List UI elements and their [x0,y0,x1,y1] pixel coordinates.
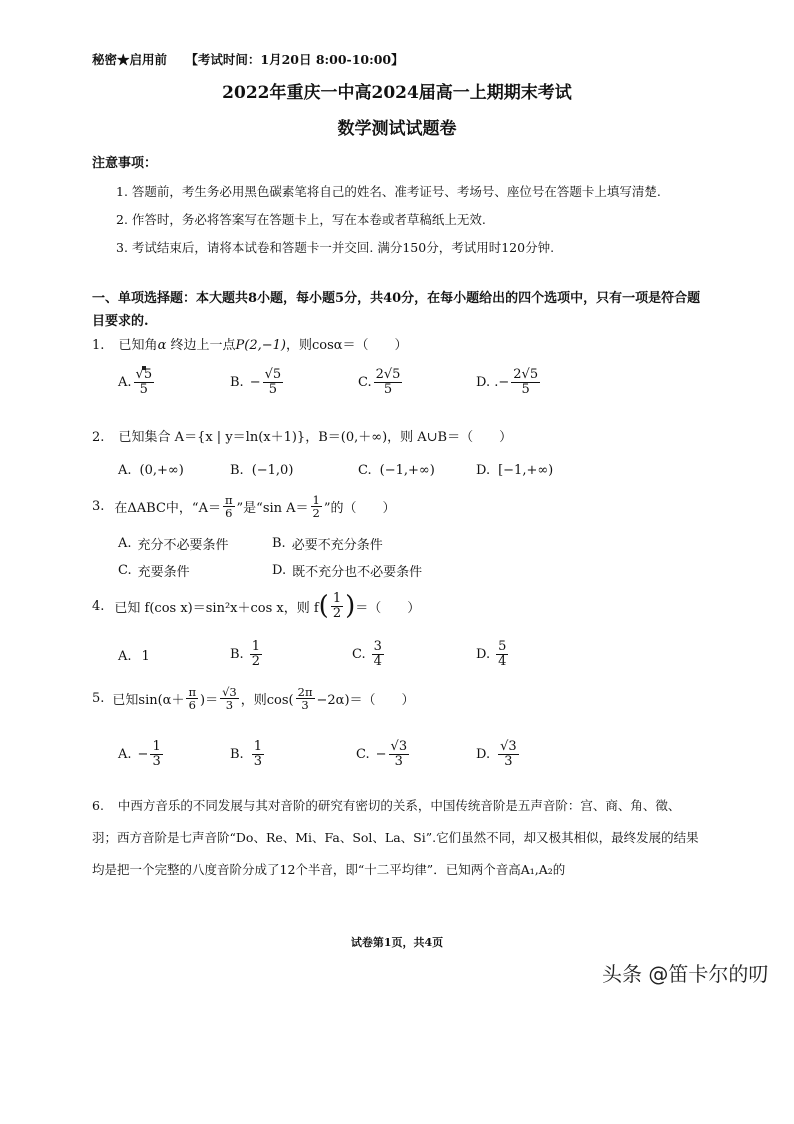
fraction: $\frac{√5}{5}$ [135,367,153,397]
option-b[interactable]: B. (−1,0) [230,463,294,478]
exam-subtitle: 数学测试试题卷 [337,119,457,139]
option-c[interactable]: C. − $\frac{√3}{3}$ [356,739,408,769]
fraction: $\frac{\pi}{6}$ [188,685,197,713]
notes-heading: 注意事项： [92,156,158,171]
note-item: 1. 答题前，考生务必用黑色碳素笔将自己的姓名、准考证号、考场号、座位号在答题卡上填写清楚. [116,184,661,199]
option-d[interactable]: D. $\frac{√3}{3}$ [476,739,517,769]
page-footer: 试卷第1页，共4页 [350,936,444,949]
option-b[interactable]: B. $\frac{1}{2}$ [230,639,260,669]
note-item: 3. 考试结束后，请将本试卷和答题卡一并交回. 满分150分，考试用时120分钟. [116,240,555,255]
fraction: $\frac{\pi}{6}$ [224,493,233,521]
option-c[interactable]: C. $\frac{2√5}{5}$ [358,367,401,397]
option-b[interactable]: B. 必要不充分条件 [272,536,383,553]
option-c[interactable]: C. $\frac{3}{4}$ [352,639,382,669]
exam-title: 2022年重庆一中高2024届高一上期期末考试 [222,83,572,103]
option-d[interactable]: D. $\frac{5}{4}$ [476,639,507,669]
fraction: $\frac{√3}{3}$ [500,739,517,769]
fraction: $\frac{1}{2}$ [312,493,320,521]
watermark: 头条 @笛卡尔的叨 [602,962,769,986]
fraction: $\frac{5}{4}$ [498,639,507,669]
right-paren: ) [345,591,356,622]
exam-time: 【考试时间：1月20日 8:00-10:00】 [185,52,404,67]
section-heading: 一、单项选择题：本大题共8小题，每小题5分，共40分，在每小题给出的四个选项中，只有一项是符合题目要求的. [92,291,701,329]
question-5: 5. 已知sin(α＋ $\frac{\pi}{6}$ )＝ $\frac{√3}{3}$ ，则cos( $\frac{2\pi}{3}$ −2α)＝（ ） [92,685,415,713]
fraction: $\frac{2\pi}{3}$ [297,685,313,713]
question-number: 3. [92,499,105,515]
fraction: $\frac{√3}{3}$ [390,739,408,769]
fraction: $\frac{√5}{5}$ [264,367,282,397]
option-a[interactable]: A. 充分不必要条件 [118,536,229,553]
question-number: 1. [92,338,105,353]
fraction: $\frac{2√5}{5}$ [375,367,401,397]
question-2: 2. 已知集合 A＝{x | y＝ln(x＋1)}，B＝(0,＋∞)，则 A∪B＝（ ） [92,430,513,445]
note-item: 2. 作答时，务必将答案写在答题卡上，写在本卷或者草稿纸上无效. [116,212,486,227]
left-paren: ( [318,591,329,622]
question-1: 1. 已知角α 终边上一点P(2,−1)，则cosα＝（ ） [92,338,408,353]
option-a[interactable]: A. 1 [118,649,150,664]
fraction: $\frac{√3}{3}$ [222,685,237,713]
option-d[interactable]: D. . − $\frac{2√5}{5}$ [476,367,539,397]
option-a[interactable]: A. − $\frac{1}{3}$ [118,739,161,769]
option-c[interactable]: C. (−1,+∞) [358,463,435,478]
confidential-label: 秘密★启用前 [92,52,168,67]
question-number: 5. [92,691,105,707]
option-b[interactable]: B. $\frac{1}{3}$ [230,739,262,769]
fraction: $\frac{3}{4}$ [373,639,382,669]
fraction: $\frac{1}{3}$ [152,739,161,769]
fraction: $\frac{1}{2}$ [332,591,342,621]
question-4: 4. 已知 f(cos x)＝sin²x＋cos x，则 f ( $\frac{1}{2}$ ) ＝（ ） [92,591,421,622]
option-a[interactable]: A. $\frac{√5}{5}$ [118,367,153,397]
question-number: 4. [92,598,105,614]
option-d[interactable]: D. [−1,+∞) [476,463,554,478]
fraction: $\frac{1}{2}$ [251,639,260,669]
option-d[interactable]: D. 既不充分也不必要条件 [272,563,423,580]
question-6: 6. 中西方音乐的不同发展与其对音阶的研究有密切的关系，中国传统音阶是五声音阶：宫、商、角、徵、羽；西方音阶是七声音阶“Do、Re、Mi、Fa、Sol、La、Si”.它们虽然不同，却又极其相似，最终发展的结果均是把一个完整的八度音阶分成了12个半音，即“十二平均律”．已知两个音高A₁,A₂的 [92,798,699,877]
option-c[interactable]: C. 充要条件 [118,563,190,580]
fraction: $\frac{2√5}{5}$ [513,367,539,397]
fraction: $\frac{1}{3}$ [253,739,262,769]
question-number: 2. [92,430,105,445]
question-number: 6. [92,798,104,813]
option-a[interactable]: A. (0,+∞) [118,463,184,478]
exam-header [92,50,404,68]
option-b[interactable]: B. − $\frac{√5}{5}$ [230,367,282,397]
question-3: 3. 在ΔABC中，“A＝ $\frac{\pi}{6}$ ”是“sin A＝ $\frac{1}{2}$ ”的（ ） [92,493,396,521]
